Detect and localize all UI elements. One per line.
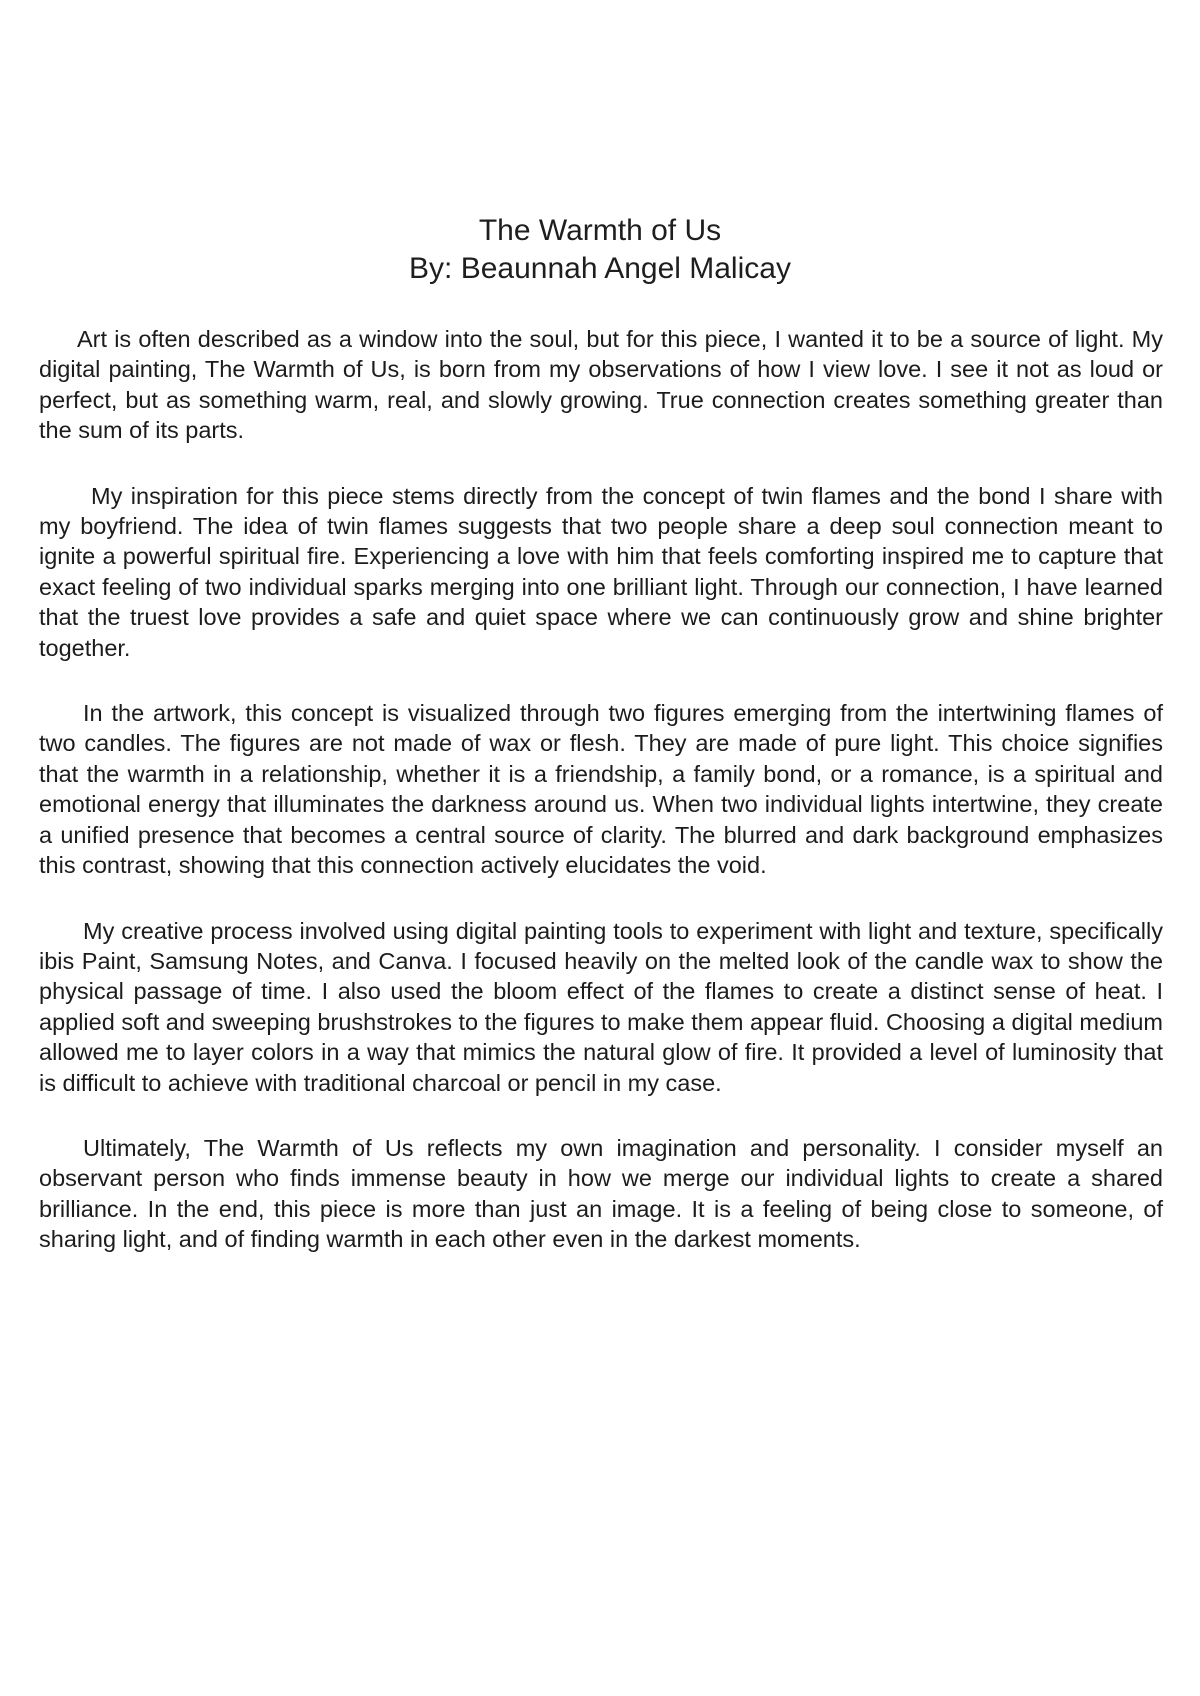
paragraph-intro: Art is often described as a window into the soul, but for this piece, I wanted it to be a source of light. My digital painting, The Warmth of Us, is born from my observations of how I view love. I see it not as loud or perfect, but as something warm, real, and slowly growing. True connection creates something greater than the sum of its parts. (39, 326, 1163, 444)
document-heading (0, 212, 1200, 288)
document-title: The Warmth of Us (478, 214, 722, 247)
paragraph-conclusion: Ultimately, The Warmth of Us reflects my own imagination and personality. I consider myself an observant person who finds immense beauty in how we merge our individual lights to create a shared brilliance. In the end, this piece is more than just an image. It is a feeling of being close to someone, of sharing light, and of finding warmth in each other even in the darkest moments. (39, 1134, 1163, 1253)
document-byline: By: Beaunnah Angel Malicay (409, 252, 791, 285)
paragraph-process: My creative process involved using digital painting tools to experiment with light and texture, specifically ibis Paint, Samsung Notes, and Canva. I focused heavily on the melted look of the candle wax to show the physical passage of time. I also used the bloom effect of the flames to create a distinct sense of heat. I applied soft and sweeping brushstrokes to the figures to make them appear fluid. Choosing a digital medium allowed me to layer colors in a way that mimics the natural glow of fire. It provided a level of luminosity that is difficult to achieve with traditional charcoal or pencil in my case. (39, 917, 1163, 1096)
paragraph-artwork: In the artwork, this concept is visualized through two figures emerging from the intertwining flames of two candles. The figures are not made of wax or flesh. They are made of pure light. This choice signifies that the warmth in a relationship, whether it is a friendship, a family bond, or a romance, is a spiritual and emotional energy that illuminates the darkness around us. When two individual lights intertwine, they create a unified presence that becomes a central source of clarity. The blurred and dark background emphasizes this contrast, showing that this connection actively elucidates the void. (39, 700, 1163, 879)
paragraph-inspiration: My inspiration for this piece stems directly from the concept of twin flames and the bond I share with my boyfriend. The idea of twin flames suggests that two people share a deep soul connection meant to ignite a powerful spiritual fire. Experiencing a love with him that feels comforting inspired me to capture that exact feeling of two individual sparks merging into one brilliant light. Through our connection, I have learned that the truest love provides a safe and quiet space where we can continuously grow and shine brighter together. (39, 482, 1163, 661)
document-body (39, 324, 1163, 1290)
